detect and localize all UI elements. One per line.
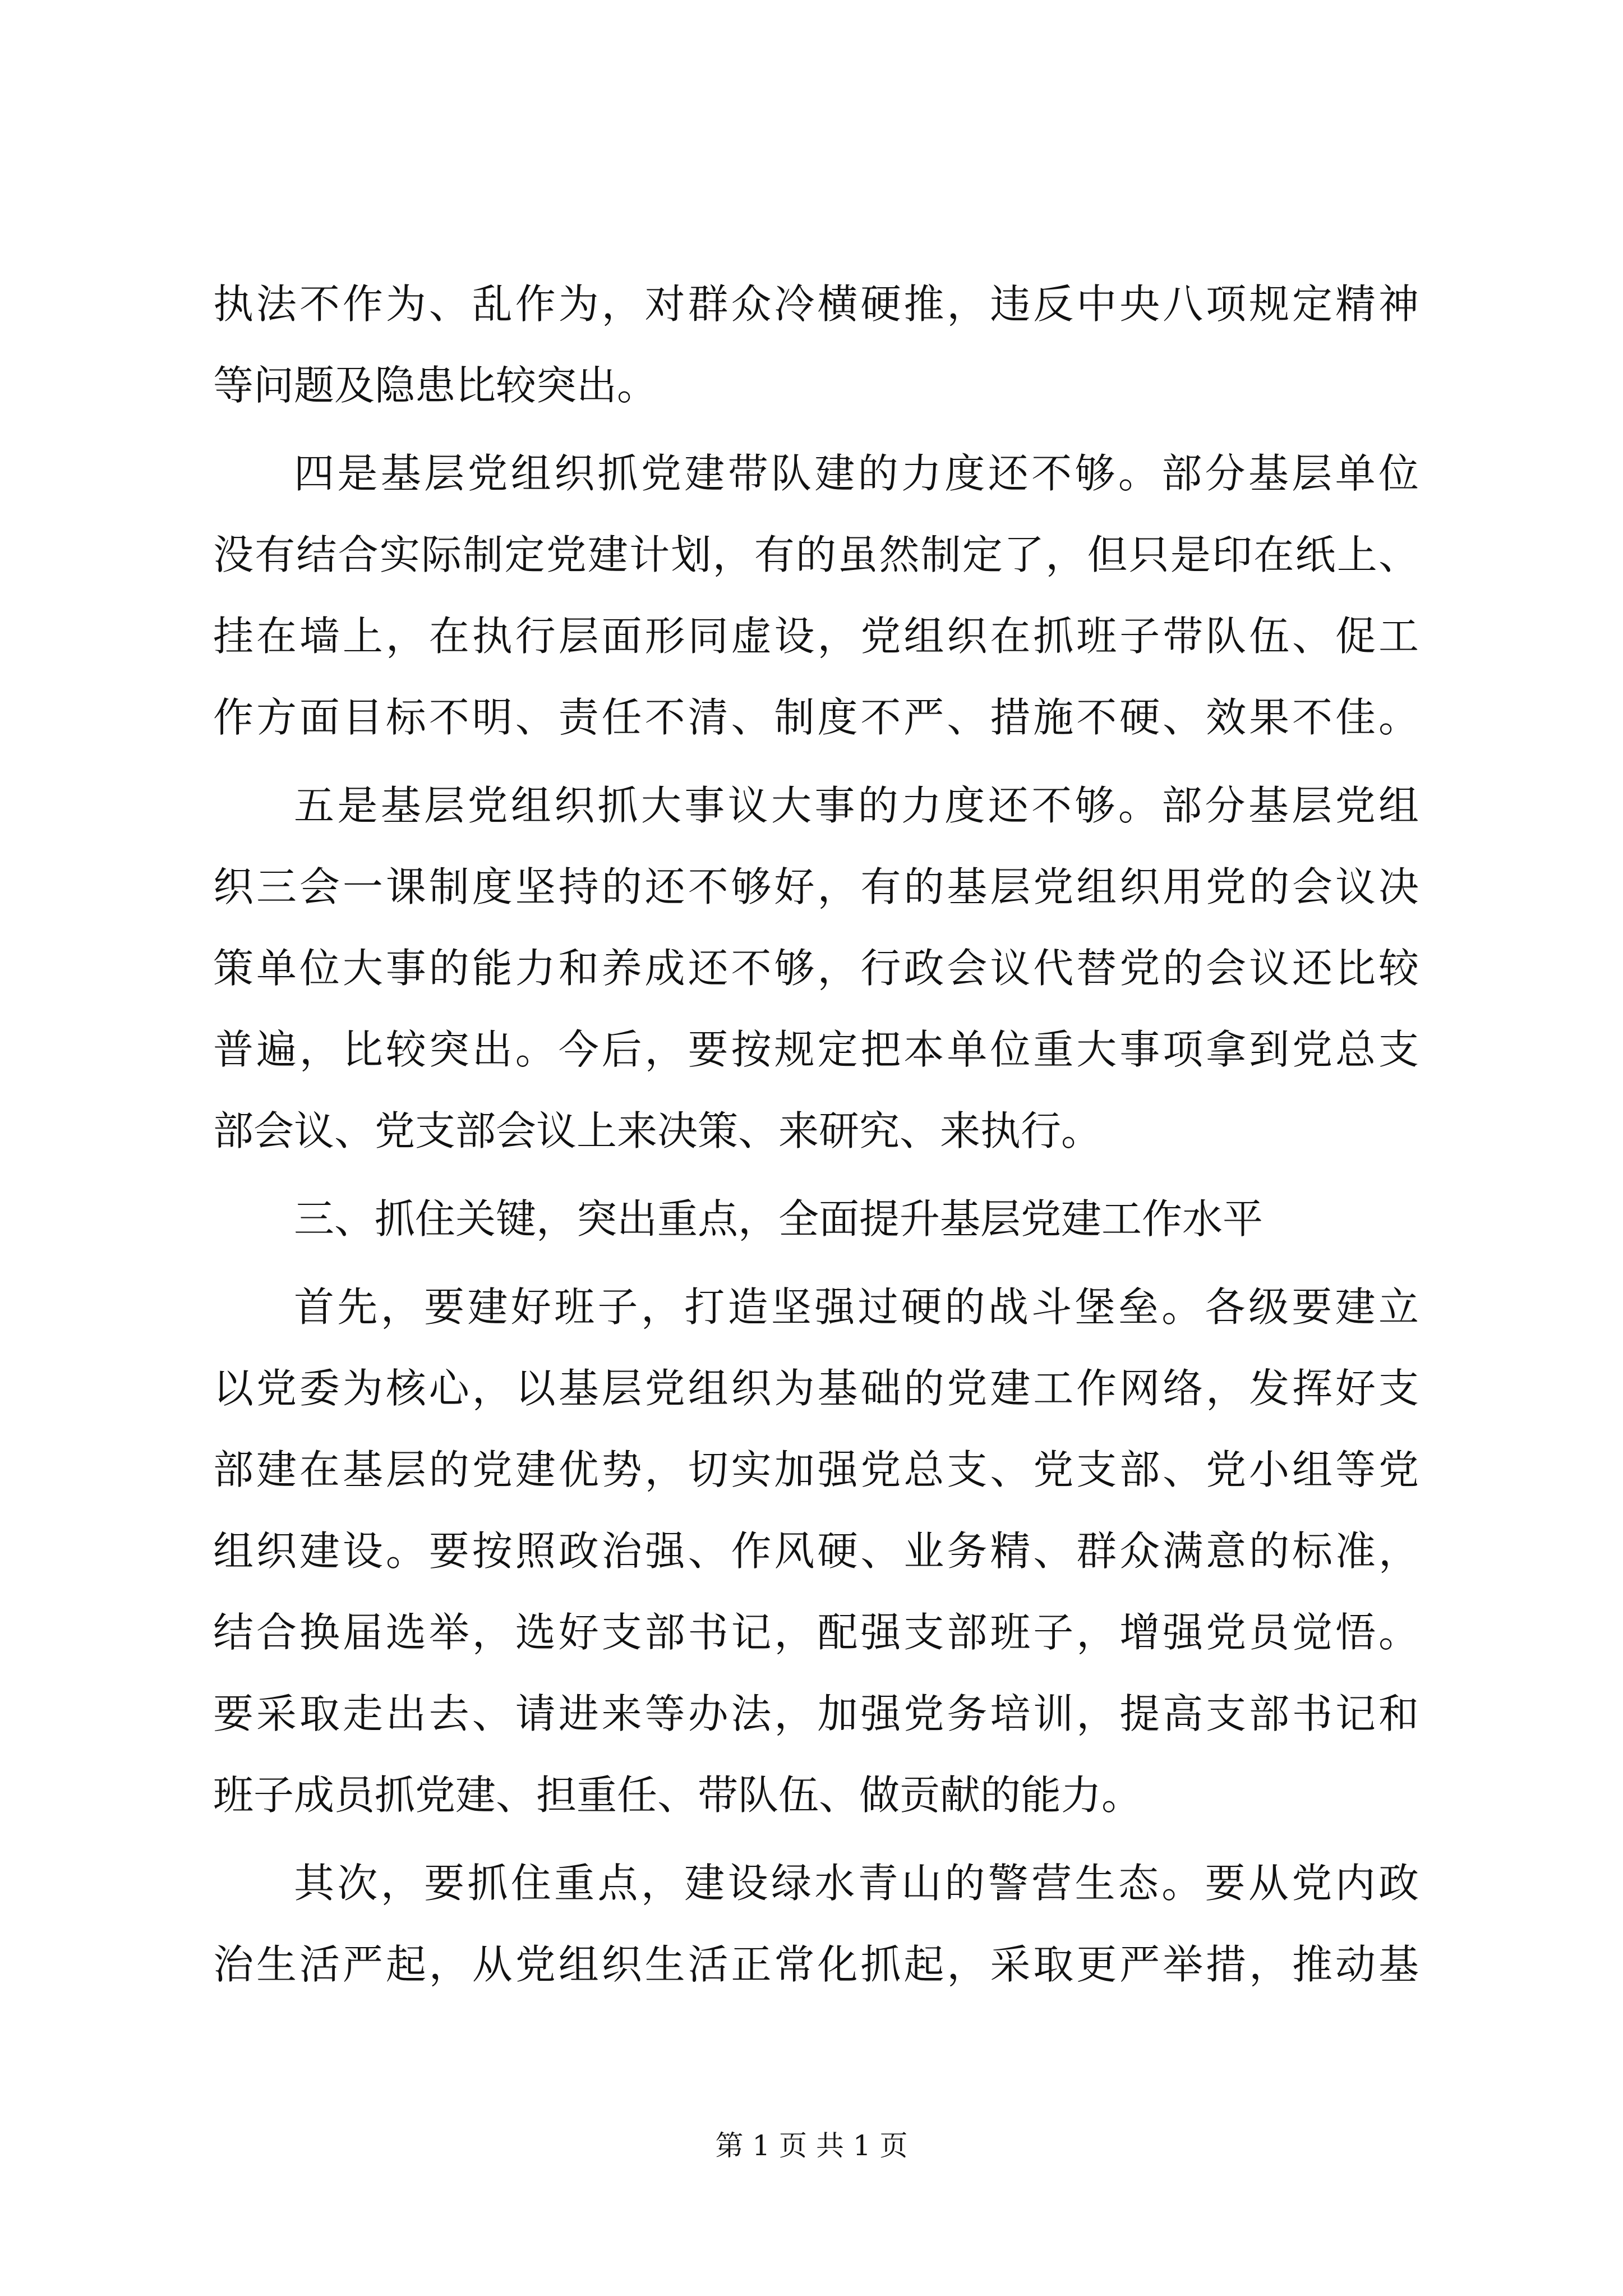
document-body [213,264,1419,2005]
text-line: 执法不作为、乱作为，对群众冷横硬推，违反中央八项规定精神 [213,280,1419,328]
page-footer [0,2129,1623,2162]
text-line: 等问题及隐患比较突出。 [213,362,658,409]
text-line: 组织建设。要按照政治强、作风硬、业务精、群众满意的标准， [213,1527,1419,1575]
text-line: 部会议、党支部会议上来决策、来研究、来执行。 [213,1107,1102,1154]
text-line: 挂在墙上，在执行层面形同虚设，党组织在抓班子带队伍、促工 [213,613,1419,660]
paragraph-start-line: 五是基层党组织抓大事议大事的力度还不够。部分基层党组 [294,782,1419,829]
text-line: 作方面目标不明、责任不清、制度不严、措施不硬、效果不佳。 [213,694,1419,741]
text-line: 要采取走出去、请进来等办法，加强党务培训，提高支部书记和 [213,1690,1419,1737]
text-line: 没有结合实际制定党建计划，有的虽然制定了，但只是印在纸上、 [213,531,1419,578]
text-line: 以党委为核心，以基层党组织为基础的党建工作网络，发挥好支 [213,1365,1419,1412]
paragraph-start-line: 首先，要建好班子，打造坚强过硬的战斗堡垒。各级要建立 [294,1283,1419,1331]
section-heading: 三、抓住关键，突出重点，全面提升基层党建工作水平 [294,1195,1264,1243]
text-line: 治生活严起，从党组织生活正常化抓起，采取更严举措，推动基 [213,1941,1419,1988]
text-line: 部建在基层的党建优势，切实加强党总支、党支部、党小组等党 [213,1446,1419,1493]
text-line: 结合换届选举，选好支部书记，配强支部班子，增强党员觉悟。 [213,1609,1419,1656]
text-line: 普遍，比较突出。今后，要按规定把本单位重大事项拿到党总支 [213,1026,1419,1073]
paragraph-start-line: 其次，要抓住重点，建设绿水青山的警营生态。要从党内政 [294,1860,1419,1907]
text-line: 织三会一课制度坚持的还不够好，有的基层党组织用党的会议决 [213,863,1419,910]
paragraph-start-line: 四是基层党组织抓党建带队建的力度还不够。部分基层单位 [294,450,1419,497]
page-number: 第 1 页 共 1 页 [715,2129,908,2162]
text-line: 策单位大事的能力和养成还不够，行政会议代替党的会议还比较 [213,945,1419,992]
text-line: 班子成员抓党建、担重任、带队伍、做贡献的能力。 [213,1772,1142,1819]
